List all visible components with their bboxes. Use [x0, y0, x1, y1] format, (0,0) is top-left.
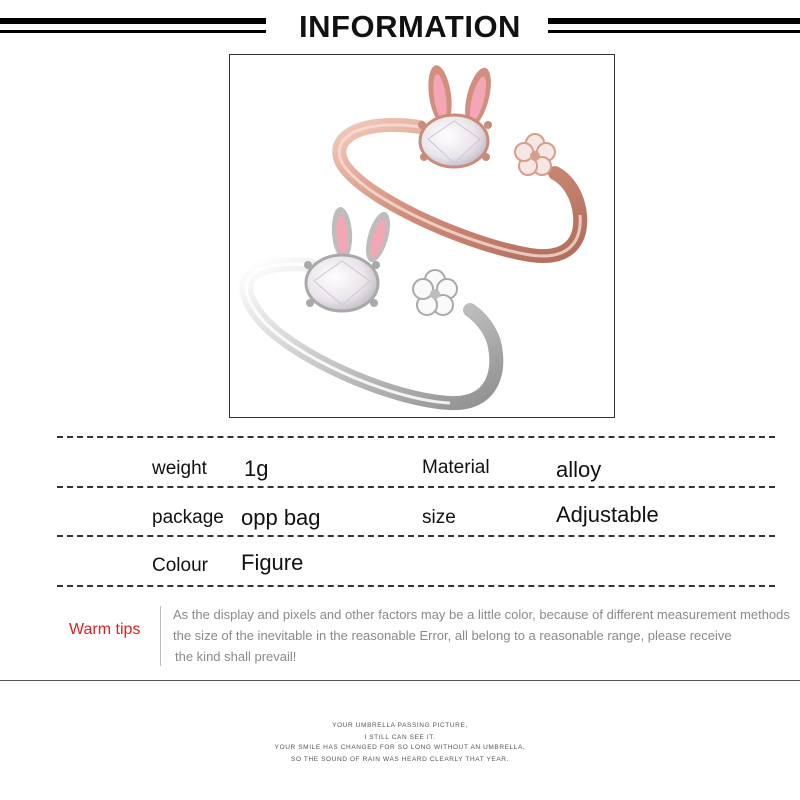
- size-label: size: [422, 507, 456, 528]
- header-bar-right-thin: [548, 30, 800, 33]
- warm-tips-divider: [160, 606, 161, 666]
- colour-label: Colour: [152, 555, 208, 576]
- rose-flower: [515, 134, 555, 175]
- footer-line: YOUR UMBRELLA PASSING PICTURE,: [332, 722, 468, 729]
- weight-value: 1g: [244, 456, 269, 481]
- material-value: alloy: [556, 457, 602, 482]
- warm-tips-line: the kind shall prevail!: [175, 649, 297, 664]
- colour-value: Figure: [241, 550, 304, 575]
- footer-divider: [0, 680, 800, 681]
- footer-line: SO THE SOUND OF RAIN WAS HEARD CLEARLY THAT YEAR.: [291, 756, 509, 763]
- header-bar-left-thick: [0, 18, 266, 24]
- package-value: opp bag: [241, 505, 321, 530]
- footer-line: YOUR SMILE HAS CHANGED FOR SO LONG WITHOUT AN UMBRELLA,: [274, 744, 526, 751]
- page-title: INFORMATION: [299, 9, 521, 44]
- warm-tips-label: Warm tips: [69, 621, 141, 638]
- material-label: Material: [422, 457, 490, 478]
- header-bar-right-thick: [548, 18, 800, 24]
- divider-dashed: [57, 486, 775, 488]
- size-value: Adjustable: [556, 502, 659, 527]
- product-photo: [229, 54, 615, 418]
- divider-dashed: [57, 585, 775, 587]
- package-label: package: [152, 507, 224, 528]
- two-rabbit-rings-icon: [230, 55, 614, 417]
- warm-tips-line: As the display and pixels and other factors may be a little color, because of different measurement methods: [173, 607, 790, 622]
- header-bar-left-thin: [0, 30, 266, 33]
- divider-dashed: [57, 535, 775, 537]
- silver-flower: [413, 270, 457, 315]
- divider-dashed: [57, 436, 775, 438]
- warm-tips-line: the size of the inevitable in the reasonable Error, all belong to a reasonable range, please receive: [173, 628, 732, 643]
- weight-label: weight: [152, 458, 207, 479]
- footer-line: I STILL CAN SEE IT.: [364, 734, 436, 741]
